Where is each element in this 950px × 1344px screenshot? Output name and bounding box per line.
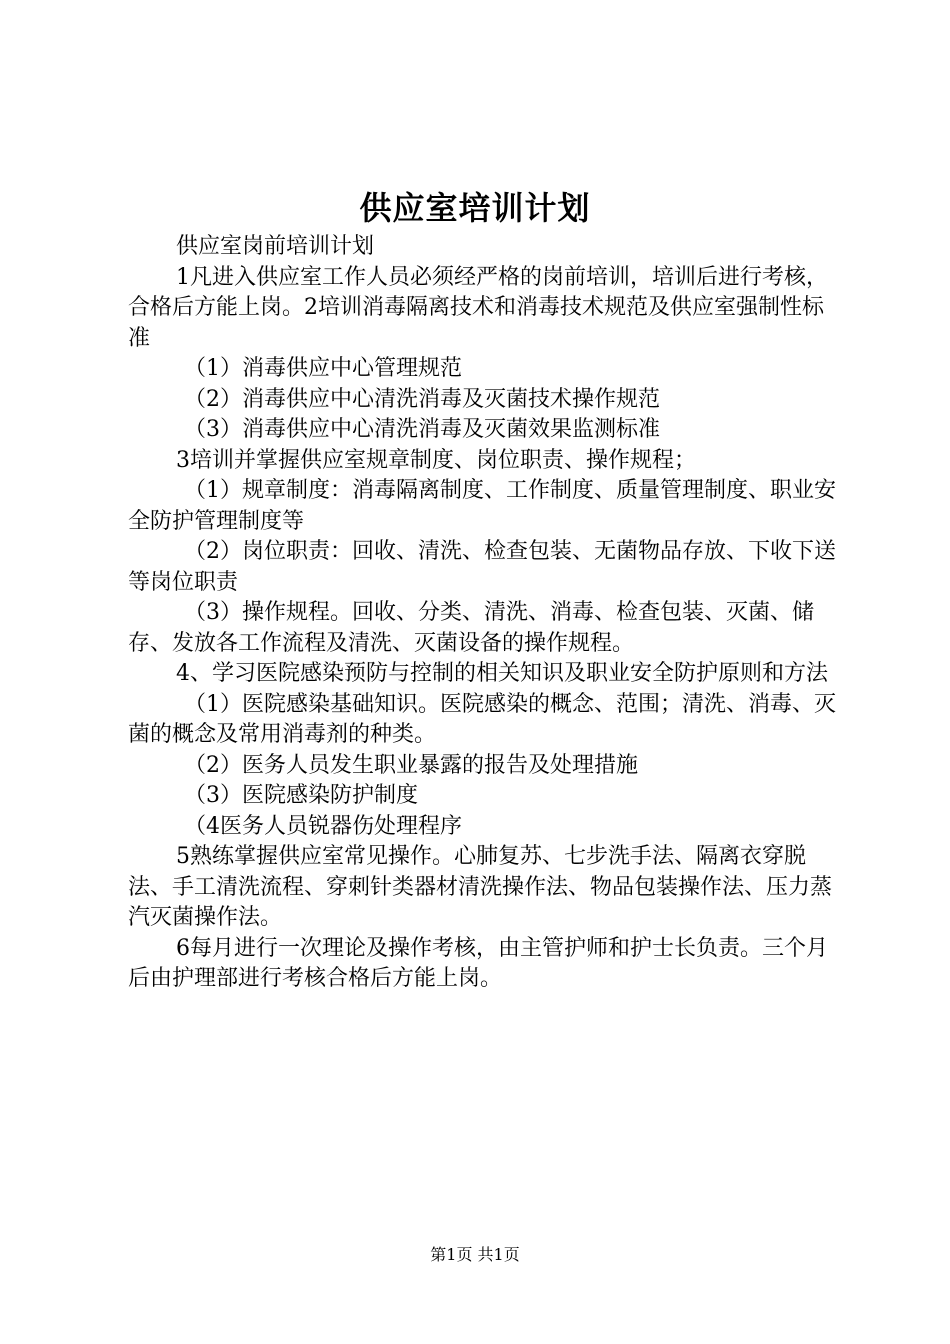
list-item: （3）医院感染防护制度 [184, 783, 418, 808]
list-item: （1）医院感染基础知识。医院感染的概念、范围；清洗、消毒、灭菌的概念及常用消毒剂的种类。 [128, 691, 836, 747]
list-item: （2）医务人员发生职业暴露的报告及处理措施 [184, 752, 638, 778]
page-footer: 第1页 共1页 [430, 1245, 520, 1264]
list-item: （2）岗位职责：回收、清洗、检查包装、无菌物品存放、下收下送等岗位职责 [128, 539, 836, 595]
list-item: （1）规章制度：消毒隔离制度、工作制度、质量管理制度、职业安全防护管理制度等 [128, 478, 836, 534]
paragraph: 4、学习医院感染预防与控制的相关知识及职业安全防护原则和方法 [176, 661, 828, 686]
paragraph: 6每月进行一次理论及操作考核，由主管护师和护士长负责。三个月后由护理部进行考核合格后方能上岗。 [128, 935, 828, 991]
paragraph: 供应室岗前培训计划 [176, 234, 375, 259]
list-item: （3）消毒供应中心清洗消毒及灭菌效果监测标准 [184, 417, 660, 442]
list-item: （2）消毒供应中心清洗消毒及灭菌技术操作规范 [184, 386, 660, 412]
paragraph: 3培训并掌握供应室规章制度、岗位职责、操作规程； [176, 447, 696, 473]
paragraph: 5熟练掌握供应室常见操作。心肺复苏、七步洗手法、隔离衣穿脱法、手工清洗流程、穿刺针类器材清洗操作法、物品包装操作法、压力蒸汽灭菌操作法。 [128, 844, 833, 930]
list-item: （3）操作规程。回收、分类、清洗、消毒、检查包装、灭菌、储存、发放各工作流程及清洗、灭菌设备的操作规程。 [128, 600, 814, 656]
list-item: （4医务人员锐器伤处理程序 [184, 813, 462, 839]
paragraph: 1凡进入供应室工作人员必须经严格的岗前培训，培训后进行考核，合格后方能上岗。2培训消毒隔离技术和消毒技术规范及供应室强制性标准 [128, 264, 828, 351]
document-title: 供应室培训计划 [359, 189, 591, 227]
list-item: （1）消毒供应中心管理规范 [184, 356, 462, 381]
document-body [128, 232, 836, 995]
